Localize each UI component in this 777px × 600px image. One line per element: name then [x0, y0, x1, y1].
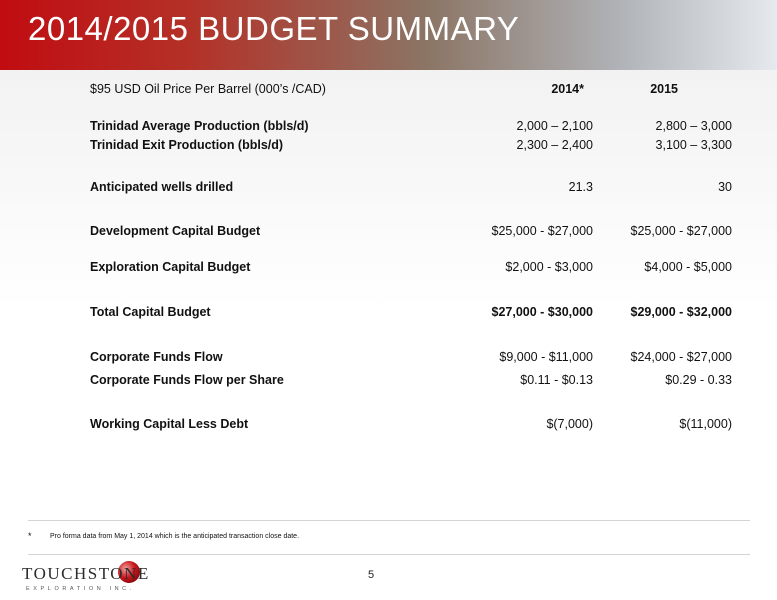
- row-value-2015: 30: [718, 180, 732, 194]
- table-row: [90, 136, 732, 154]
- table-row-total: [90, 303, 732, 321]
- row-value-2015: $0.29 - 0.33: [665, 373, 732, 387]
- table-row: [90, 415, 732, 433]
- row-label: Trinidad Average Production (bbls/d): [90, 119, 309, 133]
- row-value-2014: 2,000 – 2,100: [516, 119, 593, 133]
- table-row: [90, 348, 732, 366]
- row-value-2014: $9,000 - $11,000: [499, 350, 593, 364]
- table-header-label: $95 USD Oil Price Per Barrel (000’s /CAD): [90, 82, 326, 96]
- row-value-2014: $0.11 - $0.13: [520, 373, 593, 387]
- row-value-2015: $4,000 - $5,000: [644, 260, 732, 274]
- column-header-2015: 2015: [650, 82, 678, 96]
- row-label: Development Capital Budget: [90, 224, 261, 238]
- row-value-2014: 21.3: [568, 180, 593, 194]
- row-value-2015: $29,000 - $32,000: [630, 305, 732, 319]
- row-value-2015: $25,000 - $27,000: [630, 224, 732, 238]
- table-row: [90, 117, 732, 135]
- row-value-2014: $25,000 - $27,000: [491, 224, 593, 238]
- logo-wordmark: TOUCHSTONE: [22, 564, 150, 583]
- row-label: Exploration Capital Budget: [90, 260, 251, 274]
- row-label: Working Capital Less Debt: [90, 417, 249, 431]
- footnote-divider-bottom: [28, 554, 750, 555]
- row-label: Total Capital Budget: [90, 305, 211, 319]
- row-value-2015: 3,100 – 3,300: [655, 138, 732, 152]
- row-value-2014: 2,300 – 2,400: [516, 138, 593, 152]
- row-label: Trinidad Exit Production (bbls/d): [90, 138, 284, 152]
- column-header-2014: 2014*: [551, 82, 584, 96]
- title-banner: [0, 0, 777, 70]
- row-label: Anticipated wells drilled: [90, 180, 234, 194]
- page-number: 5: [368, 569, 375, 581]
- table-row: [90, 178, 732, 196]
- row-value-2015: 2,800 – 3,000: [655, 119, 732, 133]
- row-value-2015: $(11,000): [679, 417, 732, 431]
- footnote-text: Pro forma data from May 1, 2014 which is the anticipated transaction close date.: [50, 533, 300, 540]
- table-row: [90, 258, 732, 276]
- row-value-2014: $27,000 - $30,000: [491, 305, 593, 319]
- company-logo: [22, 560, 192, 600]
- footnote-divider-top: [28, 520, 750, 521]
- table-header-row: [90, 80, 732, 98]
- row-value-2014: $2,000 - $3,000: [505, 260, 593, 274]
- footnote-mark: *: [28, 531, 32, 541]
- row-value-2014: $(7,000): [546, 417, 593, 431]
- page-title: 2014/2015 BUDGET SUMMARY: [28, 10, 520, 47]
- table-row: [90, 371, 732, 389]
- logo-subtitle: EXPLORATION INC.: [26, 586, 135, 592]
- table-row: [90, 222, 732, 240]
- row-value-2015: $24,000 - $27,000: [630, 350, 732, 364]
- row-label: Corporate Funds Flow per Share: [90, 373, 284, 387]
- row-label: Corporate Funds Flow: [90, 350, 223, 364]
